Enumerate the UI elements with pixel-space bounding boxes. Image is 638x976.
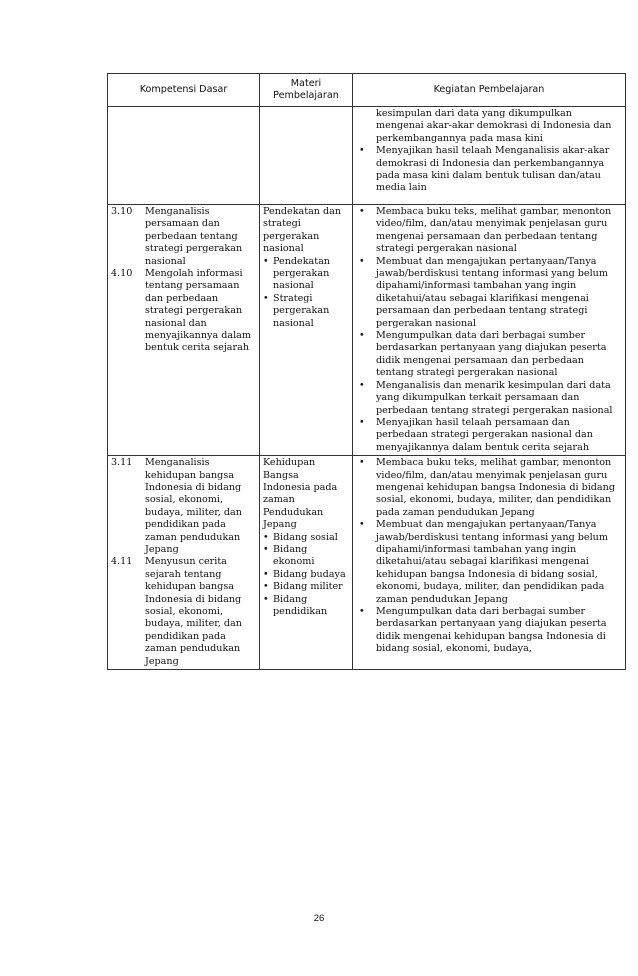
kegiatan-cell bbox=[353, 107, 626, 205]
curriculum-table bbox=[107, 73, 626, 670]
list-item: • Menyajikan hasil telaah persamaan dan perbedaan strategi pergerakan nasional dan menyajikannya dalam bentuk cerita sejarah bbox=[356, 417, 622, 454]
materi-cell bbox=[260, 456, 353, 670]
kd-cell bbox=[108, 456, 260, 670]
header-materi-pembelajaran: Materi Pembelajaran bbox=[260, 74, 353, 107]
kd-item bbox=[111, 457, 256, 556]
list-item: • Bidang ekonomi bbox=[263, 544, 349, 569]
list-item: • Mengumpulkan data dari berbagai sumber berdasarkan pertanyaan yang diajukan peserta didik mengenai kehidupan bangsa Indonesia di bidang sosial, ekonomi, budaya, bbox=[356, 606, 622, 656]
list-item: • Menganalisis dan menarik kesimpulan dari data yang dikumpulkan terkait persamaan dan perbedaan tentang strategi pergerakan nasional bbox=[356, 380, 622, 417]
kd-number: 4.11 bbox=[111, 556, 133, 568]
materi-title: Pendekatan dan strategi pergerakan nasional bbox=[263, 206, 342, 255]
kd-text: Menganalisis persamaan dan perbedaan tentang strategi pergerakan nasional bbox=[145, 206, 243, 267]
kd-number: 3.11 bbox=[111, 457, 133, 469]
list-item: • Bidang budaya bbox=[263, 569, 349, 581]
list-item: • Strategi pergerakan nasional bbox=[263, 293, 349, 330]
kd-cell-empty bbox=[108, 107, 260, 205]
materi-title: Kehidupan Bangsa Indonesia pada zaman Pendudukan Jepang bbox=[263, 457, 338, 531]
kd-text: Menyusun cerita sejarah tentang kehidupan bangsa Indonesia di bidang sosial, ekonomi, budaya, militer, dan pendidikan pada zaman pendudukan Jepang bbox=[145, 556, 242, 667]
list-item: • Membuat dan mengajukan pertanyaan/Tanya jawab/berdiskusi tentang informasi yang belum dipahami/informasi tambahan yang ingin diketahui/atau sebagai klarifikasi mengenai kehidupan bangsa Indonesia di bidang sosial, ekonomi, budaya, militer, dan pendidikan pada zaman pendudukan Jepang bbox=[356, 519, 622, 606]
materi-cell-empty bbox=[260, 107, 353, 205]
kd-text: Mengolah informasi tentang persamaan dan perbedaan strategi pergerakan nasional dan menyajikannya dalam bentuk cerita sejarah bbox=[145, 268, 251, 354]
page-number: 26 bbox=[313, 913, 325, 924]
table-header-row bbox=[108, 74, 626, 107]
activity-list bbox=[356, 206, 622, 454]
kd-item bbox=[111, 556, 256, 668]
activity-list bbox=[356, 457, 622, 656]
list-item: • Mengumpulkan data dari berbagai sumber berdasarkan pertanyaan yang diajukan peserta didik mengenai persamaan dan perbedaan tentang strategi pergerakan nasional bbox=[356, 330, 622, 380]
list-item: • Menyajikan hasil telaah Menganalisis akar-akar demokrasi di Indonesia dan perkembangannya pada masa kini dalam bentuk tulisan dan/atau media lain bbox=[356, 145, 622, 195]
table-row bbox=[108, 205, 626, 456]
list-item: • Bidang sosial bbox=[263, 532, 349, 544]
list-item: kesimpulan dari data yang dikumpulkan mengenai akar-akar demokrasi di Indonesia dan perkembangannya pada masa kini bbox=[376, 108, 612, 144]
kd-text: Menganalisis kehidupan bangsa Indonesia di bidang sosial, ekonomi, budaya, militer, dan pendidikan pada zaman pendudukan Jepang bbox=[145, 457, 242, 555]
kd-number: 3.10 bbox=[111, 206, 133, 217]
list-item: • Bidang militer bbox=[263, 581, 349, 593]
materi-cell bbox=[260, 205, 353, 456]
kd-number: 4.10 bbox=[111, 268, 133, 280]
table-row-continuation bbox=[108, 107, 626, 205]
kd-cell bbox=[108, 205, 260, 456]
list-item: • Membuat dan mengajukan pertanyaan/Tanya jawab/berdiskusi tentang informasi yang belum dipahami/informasi tambahan yang ingin diketahui/atau sebagai klarifikasi mengenai persamaan dan perbedaan tentang strategi pergerakan nasional bbox=[356, 256, 622, 330]
list-item: • Bidang pendidikan bbox=[263, 594, 349, 619]
kd-item bbox=[111, 268, 256, 355]
list-item: • Pendekatan pergerakan nasional bbox=[263, 256, 349, 293]
kegiatan-cell bbox=[353, 456, 626, 670]
kegiatan-cell bbox=[353, 205, 626, 456]
list-item: • Membaca buku teks, melihat gambar, menonton video/film, dan/atau menyimak penjelasan guru mengenai kehidupan bangsa Indonesia di bidang sosial, ekonomi, budaya, militer, dan pendidikan pada zaman pendudukan Jepang bbox=[356, 457, 622, 519]
materi-list bbox=[263, 256, 349, 330]
materi-list bbox=[263, 532, 349, 619]
table-row bbox=[108, 456, 626, 670]
header-kegiatan-pembelajaran: Kegiatan Pembelajaran bbox=[353, 74, 626, 107]
kd-item bbox=[111, 206, 256, 268]
activity-list bbox=[356, 108, 622, 195]
list-item: • Membaca buku teks, melihat gambar, menonton video/film, dan/atau menyimak penjelasan guru mengenai persamaan dan perbedaan tentang strategi pergerakan nasional bbox=[356, 206, 622, 256]
header-kompetensi-dasar: Kompetensi Dasar bbox=[108, 74, 260, 107]
